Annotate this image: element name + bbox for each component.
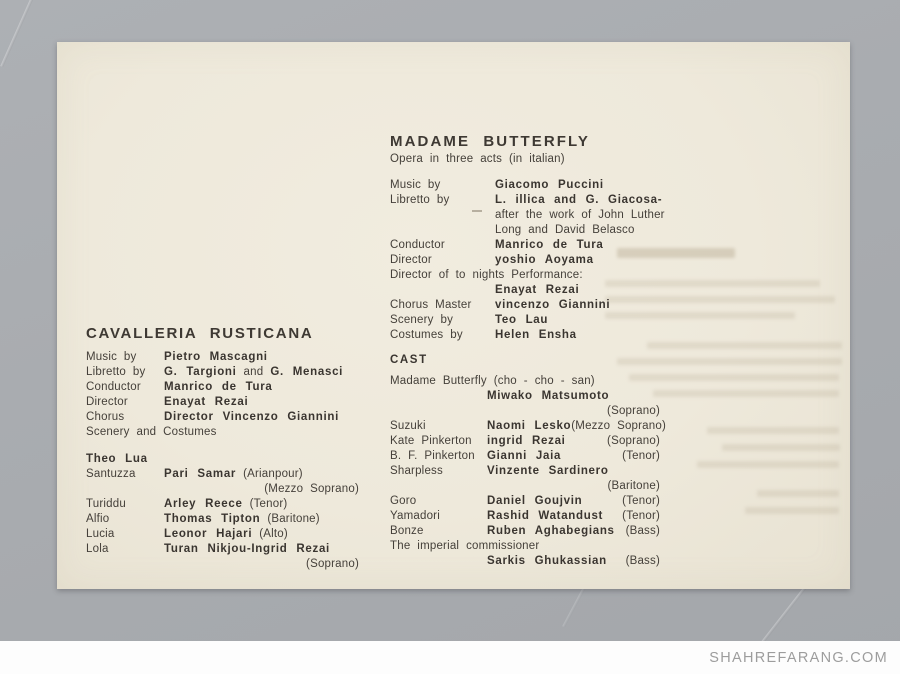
credit-label: Chorus: [86, 411, 125, 423]
cast-row: [86, 467, 359, 482]
cast-name: Vinzente Sardinero: [487, 465, 609, 477]
bleed-through: [722, 444, 840, 451]
bleed-through: [697, 461, 839, 468]
butterfly-title: MADAME BUTTERFLY: [390, 133, 591, 150]
bleed-through: [745, 507, 839, 514]
program-paper: [57, 42, 850, 589]
cavalleria-section: [86, 326, 359, 572]
credit-continuation: Long and David Belasco: [495, 224, 635, 236]
cast-name: Rashid Watandust: [487, 510, 604, 522]
cast-note: (Arianpour): [243, 468, 303, 480]
credit-label: Conductor: [86, 381, 141, 393]
scenery-costumes-label: Scenery and Costumes: [86, 426, 217, 438]
cast-role: Sharpless: [390, 465, 443, 477]
watermark-text: SHAHREFARANG.COM: [709, 649, 888, 666]
bleed-through: [707, 427, 839, 434]
cast-name: Leonor Hajari: [164, 528, 253, 540]
cast-row: [390, 464, 660, 479]
fold-crease-top-left: [0, 0, 34, 67]
credit-row: [390, 313, 660, 328]
cast-voice: (Mezzo Soprano): [571, 420, 666, 432]
cast-voice: (Alto): [259, 528, 288, 540]
credit-label: Conductor: [390, 239, 445, 251]
cast-role-spacer: [390, 554, 487, 569]
cast-role: B. F. Pinkerton: [390, 450, 475, 462]
cast-row: [390, 419, 666, 434]
watermark-strip: [0, 641, 900, 674]
cavalleria-cast-list: [86, 467, 359, 572]
cast-role: Turiddu: [86, 498, 126, 510]
cast-voice: (Baritone): [267, 513, 320, 525]
cast-voice: (Soprano): [607, 405, 660, 417]
cast-role: Yamadori: [390, 510, 440, 522]
credit-value: L. illica and G. Giacosa-: [495, 194, 663, 206]
cast-voice: (Bass): [625, 555, 660, 567]
credit-continuation: after the work of John Luther: [495, 209, 665, 221]
credit-row: [86, 350, 359, 365]
cast-heading: CAST: [390, 354, 428, 366]
cast-role: Lucia: [86, 528, 115, 540]
cast-voice: (Mezzo Soprano): [264, 483, 359, 495]
cast-row: [390, 509, 660, 524]
credit-row: [390, 328, 660, 343]
credit-label: Libretto by: [86, 366, 146, 378]
cast-name: Daniel Goujvin: [487, 495, 583, 507]
butterfly-credits: [390, 178, 665, 343]
cast-voice: (Soprano): [306, 558, 359, 570]
cast-voice: (Soprano): [607, 435, 660, 447]
credit-conjunction: and: [243, 366, 264, 378]
cast-role: Goro: [390, 495, 417, 507]
cast-name: Ruben Aghabegians: [487, 525, 615, 537]
credit-value: yoshio Aoyama: [495, 254, 594, 266]
credit-label: Costumes by: [390, 329, 463, 341]
cast-row: [390, 554, 660, 569]
credit-value: Giacomo Puccini: [495, 179, 604, 191]
bleed-through: [647, 342, 842, 349]
cast-role: Madame Butterfly (cho - cho - san): [390, 375, 595, 387]
tonight-performance-label: Director of to nights Performance:: [390, 269, 583, 281]
credit-value: G. Targioni: [164, 366, 237, 378]
credit-row: [86, 410, 359, 425]
credit-label: Music by: [86, 351, 137, 363]
cast-row: [390, 524, 660, 539]
credit-value: vincenzo Giannini: [495, 299, 611, 311]
credit-row: [390, 178, 660, 193]
cast-name: Naomi Lesko: [487, 420, 572, 432]
scenery-designer-name: Theo Lua: [86, 453, 148, 465]
credit-value: Manrico de Tura: [164, 381, 273, 393]
bleed-through: [653, 390, 839, 397]
credit-row: [390, 193, 663, 208]
bleed-through: [629, 374, 839, 381]
cast-row: [390, 494, 660, 509]
credit-label: Music by: [390, 179, 441, 191]
tonight-performance-director: Enayat Rezai: [495, 284, 580, 296]
cavalleria-title: CAVALLERIA RUSTICANA: [86, 325, 314, 342]
cast-name: Arley Reece: [164, 498, 243, 510]
cast-row: [390, 449, 660, 464]
cast-voice: (Baritone): [607, 480, 660, 492]
credit-row: [390, 238, 660, 253]
cast-role: Alfio: [86, 513, 110, 525]
cast-name: Sarkis Ghukassian: [487, 555, 607, 567]
credit-label: Chorus Master: [390, 299, 472, 311]
cast-name: ingrid Rezai: [487, 435, 566, 447]
credit-row: [390, 298, 660, 313]
cast-row: [86, 527, 359, 542]
cast-voice: (Tenor): [249, 498, 288, 510]
cast-voice: (Bass): [625, 525, 660, 537]
cast-name: Pari Samar: [164, 468, 237, 480]
bleed-through: [757, 490, 839, 497]
cast-row: [390, 434, 660, 449]
butterfly-cast-list: [390, 374, 666, 569]
credit-label: Libretto by: [390, 194, 450, 206]
cast-role: Bonze: [390, 525, 424, 537]
credit-row: [86, 395, 359, 410]
credit-row: [86, 380, 359, 395]
cast-row: [86, 512, 359, 527]
credit-label: Director: [86, 396, 128, 408]
cast-voice: (Tenor): [622, 510, 660, 522]
butterfly-section: [390, 133, 666, 569]
cast-row: [86, 542, 359, 557]
credit-label: Director: [390, 254, 432, 266]
credit-row: [390, 253, 660, 268]
cast-role: Santuzza: [86, 468, 136, 480]
credit-value: Manrico de Tura: [495, 239, 604, 251]
credit-value: Enayat Rezai: [164, 396, 249, 408]
credit-value: Pietro Mascagni: [164, 351, 268, 363]
cast-row: [86, 497, 359, 512]
credit-value: Helen Ensha: [495, 329, 577, 341]
credit-value: Director Vincenzo Giannini: [164, 411, 339, 423]
credit-label: Scenery by: [390, 314, 454, 326]
cast-name: Gianni Jaia: [487, 450, 562, 462]
butterfly-subtitle: Opera in three acts (in italian): [390, 153, 565, 165]
cast-name: Turan Nikjou-Ingrid Rezai: [164, 543, 330, 555]
credit-row: [86, 365, 359, 380]
cast-role: Kate Pinkerton: [390, 435, 472, 447]
cast-name: Miwako Matsumoto: [487, 390, 610, 402]
cast-voice: (Tenor): [622, 495, 660, 507]
cast-role: The imperial commissioner: [390, 540, 540, 552]
cast-name: Thomas Tipton: [164, 513, 261, 525]
credit-value: Teo Lau: [495, 314, 549, 326]
cast-role: Lola: [86, 543, 109, 555]
cast-role: Suzuki: [390, 420, 426, 432]
cast-voice: (Tenor): [622, 450, 660, 462]
credit-value: G. Menasci: [270, 366, 344, 378]
